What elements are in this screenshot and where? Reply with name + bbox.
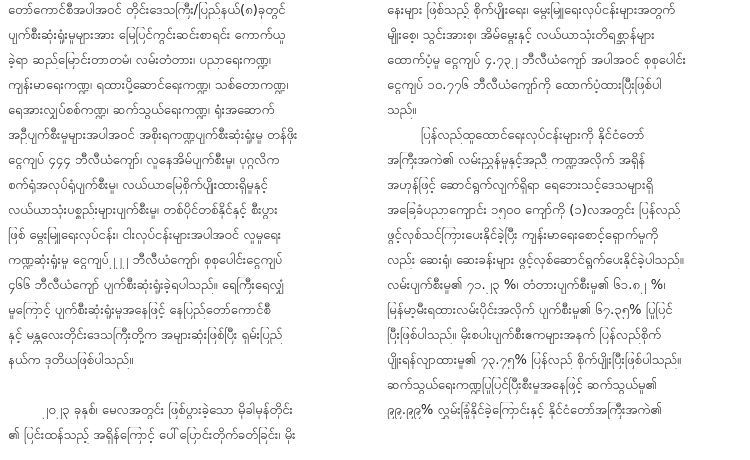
right-text-line: ထောက်ပံ့မှု ငွေကျပ် ၄.၇၃၂ ဘီလီယံကျော် အပါအဝင် စုစုပေါင်း [387, 53, 687, 68]
left-text-line: ၂၀၂၃ ခုနှစ်၊ မေလအတွင်း ဖြစ်ပွားခဲ့သော မိုခါမုန်တိုင်း [8, 403, 293, 418]
right-text-line: ပြန်လည်ထူထောင်ရေးလုပ်ငန်းများကို နိုင်ငံတော် [387, 128, 645, 143]
left-text-line: မှုကြောင့် ပျက်စီးဆုံးရှုံးမှုအနေဖြင့် နေပြည်တော်ကောင်စီ [8, 303, 271, 318]
left-text-line: နှင့် မန္တလေးတိုင်းဒေသကြီးတို့က အများဆုံးဖြစ်ပြီး ရှမ်းပြည် [8, 328, 283, 343]
left-text-line: ၄၆၆ ဘီလီယံကျော် ပျက်စီးဆုံးရှုံးခဲ့ရပါသည်။ ရေကြီးရေလျှံ [8, 278, 285, 293]
right-text-line: အခြေခံပညာကျောင်း ၁၅၀၀ ကျော်ကို (၁)လအတွင်း ပြန်လည် [387, 203, 681, 218]
right-text-line: ၉၉.၉၉% လွှမ်းခြုံနိုင်ခဲ့ကြောင်းနှင့် နိုင်ငံတော်အကြီးအကဲ၏ [387, 403, 662, 418]
right-text-line: ဆက်သွယ်ရေးကဏ္ဍပြုပြင်ပြီးစီးမှုအနေဖြင့် ဆက်သွယ်မှု၏ [387, 378, 658, 393]
left-text-line: ခဲ့ရာ ဆည်မြောင်းတာတမံ၊ လမ်းတံတား၊ ပညာရေးကဏ္ဍ၊ [8, 53, 271, 68]
right-text-line: ပြီးဖြစ်ပါသည်။ မိုးစပါးပျက်စီးဧကများအနက် ပြန်လည်စိုက် [387, 328, 661, 343]
left-text-line: ကျန်းမာရေးကဏ္ဍ၊ ရထားပို့ဆောင်ရေးကဏ္ဍ၊ သစ်တောကဏ္ဍ၊ [8, 78, 289, 93]
right-text-line: အဟုန်ဖြင့် ဆောင်ရွက်လျက်ရှိရာ ရေဘေးသင့်ဒေသများရှိ [387, 178, 654, 193]
right-text-line: ပျိုးရန်လျာထားမှု၏ ၇၃.၇၅% ပြန်လည် စိုက်ပျိုးပြီးဖြစ်ပါသည်။ [387, 353, 682, 368]
left-text-line: ၏ ပြင်းထန်သည့် အရှိန်ကြောင့် ပေါ်ပြောင်းတိုက်ခတ်ခြင်း၊ မိုး [8, 428, 296, 443]
right-text-line: အကြီးအကဲ၏ လမ်းညွှန်မှုနှင့်အညီ ကဏ္ဍအလိုက် အရှိန် [387, 153, 646, 168]
right-text-line: နေးများ ဖြစ်သည့် စိုက်ပျိုးရေး၊ မွေးမြူရေးလုပ်ငန်းများအတွက် [387, 3, 675, 18]
left-text-line: ကဏ္ဍဆုံးရှုံးမှု ငွေကျပ်၂၂၂ ဘီလီယံကျော်၊ စုစုပေါင်းငွေကျပ် [8, 253, 283, 268]
right-text-line: ဖွင့်လှစ်သင်ကြားပေးနိုင်ခဲ့ပြီး ကျန်းမာရေးစောင့်ရှောက်မှုကို [387, 228, 659, 243]
left-text-line: တော်ကောင်စီအပါအဝင် တိုင်းဒေသကြီး/ပြည်နယ်(၈)ခုတွင် [8, 3, 286, 18]
left-text-line: လယ်ယာသုံးပစ္စည်းများပျက်စီးမှု၊ တစ်ပိုင်တစ်နိုင်နှင့် စီးပွား [8, 203, 278, 218]
right-text-line: သည်။ [387, 103, 417, 118]
right-text-line: မျိုးစေ့၊ သွင်းအားစု၊ အိမ်မွေးနှင့် လယ်ယာသုံးတိရစ္ဆာန်များ [387, 28, 655, 43]
right-text-line: လည်း ဆေးရုံ၊ ဆေးခန်းများ ဖွင့်လှစ်ဆောင်ရွက်ပေးနိုင်ခဲ့ပါသည်။ [387, 253, 684, 268]
left-text-line: ဖြစ် မွေးမြူရေးလုပ်ငန်း၊ ငါးလုပ်ငန်းများအပါအဝင် လူမှုရေး [8, 228, 282, 243]
left-text-line: ပျက်စီးဆုံးရှုံးမှုများအား မြေပြင်ကွင်းဆင်းစာရင်း ကောက်ယူ [8, 28, 286, 43]
right-text-line: မြန်မာ့မီးရထားလမ်းပိုင်းအလိုက် ပျက်စီးမှု၏ ၆၇.၃၅% ပြုပြင် [387, 303, 673, 318]
left-text-line: ငွေကျပ် ၄၄၄ ဘီလီယံကျော်၊ လူနေအိမ်ပျက်စီးမှု၊ ပုဂ္ဂလိက [8, 153, 280, 168]
right-text-line: လမ်းပျက်စီးမှု၏ ၇၁.၂၃ %၊ တံတားပျက်စီးမှု၏ ၆၁.၈၂ %၊ [387, 278, 666, 293]
left-text-line: ရေအားလျှပ်စစ်ကဏ္ဍ၊ ဆက်သွယ်ရေးကဏ္ဍ၊ ရုံးအဆောက် [8, 103, 275, 118]
right-text-line: ငွေကျပ် ၁၀.၇၇၆ ဘီလီယံကျော်ကို ထောက်ပံ့ထားပြီးဖြစ်ပါ [387, 78, 662, 93]
left-text-line: စက်ရုံအလုပ်ရုံပျက်စီးမှု၊ လယ်ယာမြေစိုက်ပျိုးထားရှိမှုနှင့် [8, 178, 268, 193]
left-text-line: အဦပျက်စီးမှုများအပါအဝင် အစိုးရကဏ္ဍပျက်စီးဆုံးရှုံးမှု တန်ဖိုး [8, 128, 298, 143]
left-text-line: နယ်က ဒုတိယဖြစ်ပါသည်။ [8, 353, 134, 368]
